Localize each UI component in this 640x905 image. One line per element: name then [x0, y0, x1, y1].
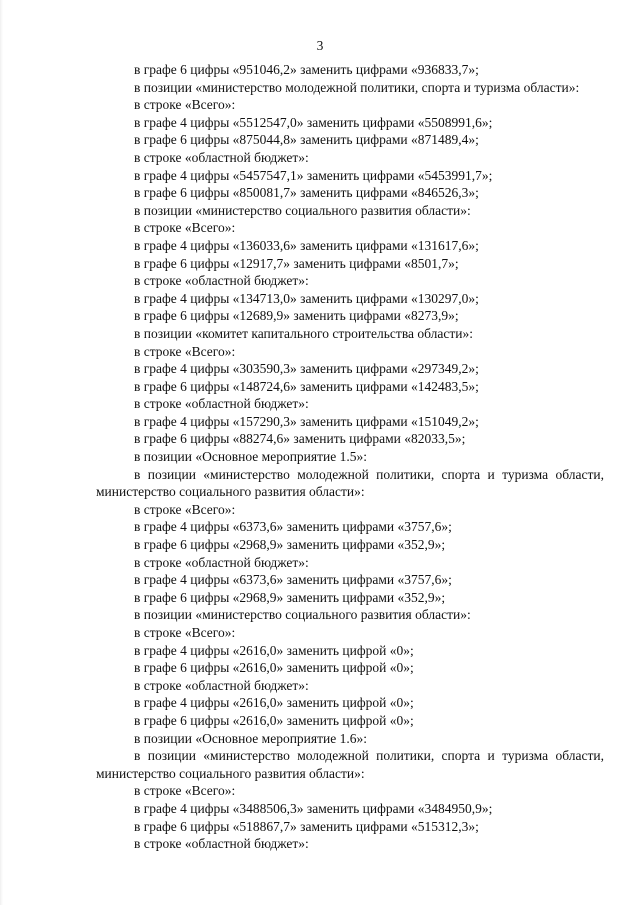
text-line: в графе 4 цифры «3488506,3» заменить цифрами «3484950,9»;: [134, 800, 493, 816]
text-line: в позиции «Основное мероприятие 1.5»:: [134, 449, 367, 465]
text-line: в графе 4 цифры «157290,3» заменить цифрами «151049,2»;: [134, 413, 479, 429]
text-line: министерство социального развития области»:: [96, 765, 365, 781]
document-body: [96, 61, 604, 853]
text-line: в графе 4 цифры «2616,0» заменить цифрой «0»;: [134, 642, 414, 658]
text-line: в графе 6 цифры «2616,0» заменить цифрой «0»;: [134, 712, 414, 728]
text-line: в позиции «министерство социального развития области»:: [134, 607, 471, 623]
text-line: в строке «Всего»:: [134, 783, 236, 799]
text-line: в строке «областной бюджет»:: [134, 677, 309, 693]
text-line: в графе 6 цифры «2616,0» заменить цифрой «0»;: [134, 660, 414, 676]
text-line: в графе 6 цифры «148724,6» заменить цифрами «142483,5»;: [134, 378, 479, 394]
text-line: в позиции «Основное мероприятие 1.6»:: [134, 730, 367, 746]
text-line: в графе 6 цифры «88274,6» заменить цифрами «82033,5»;: [134, 431, 466, 447]
page-number: 3: [316, 38, 324, 53]
text-line: в графе 4 цифры «134713,0» заменить цифрами «130297,0»;: [134, 290, 479, 306]
text-line: в графе 6 цифры «2968,9» заменить цифрами «352,9»;: [134, 589, 446, 605]
text-line: министерство социального развития области»:: [96, 484, 365, 500]
scan-edge-shadow: [0, 0, 3, 905]
text-line: в графе 6 цифры «12689,9» заменить цифрами «8273,9»;: [134, 308, 459, 324]
text-line: в графе 4 цифры «303590,3» заменить цифрами «297349,2»;: [134, 361, 479, 377]
text-line: в графе 6 цифры «2968,9» заменить цифрами «352,9»;: [134, 537, 446, 553]
text-line: в позиции «министерство молодежной политики, спорта и туризма области,: [134, 748, 604, 764]
text-line: в строке «областной бюджет»:: [134, 396, 309, 412]
text-line: в графе 6 цифры «12917,7» заменить цифрами «8501,7»;: [134, 255, 459, 271]
text-line: в строке «Всего»:: [134, 501, 236, 517]
text-line: в позиции «комитет капитального строительства области»:: [134, 325, 474, 341]
text-line: в строке «Всего»:: [134, 220, 236, 236]
cut-off-line-fragment: [260, 897, 360, 905]
text-line: в строке «областной бюджет»:: [134, 149, 309, 165]
text-line: в строке «областной бюджет»:: [134, 554, 309, 570]
text-line: в строке «Всего»:: [134, 97, 236, 113]
text-line: в строке «областной бюджет»:: [134, 273, 309, 289]
text-line: в графе 6 цифры «951046,2» заменить цифрами «936833,7»;: [134, 62, 479, 77]
text-line: в графе 4 цифры «2616,0» заменить цифрой «0»;: [134, 695, 414, 711]
text-line: в графе 4 цифры «5512547,0» заменить цифрами «5508991,6»;: [134, 114, 493, 130]
text-line: в строке «Всего»:: [134, 343, 236, 359]
text-line: в графе 6 цифры «850081,7» заменить цифрами «846526,3»;: [134, 185, 479, 201]
text-line: в позиции «министерство молодежной политики, спорта и туризма области»:: [134, 79, 580, 95]
text-line: в графе 4 цифры «6373,6» заменить цифрами «3757,6»;: [134, 519, 452, 535]
text-line: в строке «Всего»:: [134, 625, 236, 640]
text-line: в графе 4 цифры «5457547,1» заменить цифрами «5453991,7»;: [134, 167, 493, 183]
text-line: в позиции «министерство молодежной политики, спорта и туризма области,: [134, 466, 604, 482]
text-line: в графе 6 цифры «518867,7» заменить цифрами «515312,3»;: [134, 818, 479, 834]
text-line: в строке «областной бюджет»:: [134, 836, 309, 852]
text-line: в позиции «министерство социального развития области»:: [134, 202, 471, 218]
text-line: в графе 6 цифры «875044,8» заменить цифрами «871489,4»;: [134, 132, 479, 148]
text-line: в графе 4 цифры «136033,6» заменить цифрами «131617,6»;: [134, 237, 479, 253]
text-line: в графе 4 цифры «6373,6» заменить цифрами «3757,6»;: [134, 572, 452, 588]
